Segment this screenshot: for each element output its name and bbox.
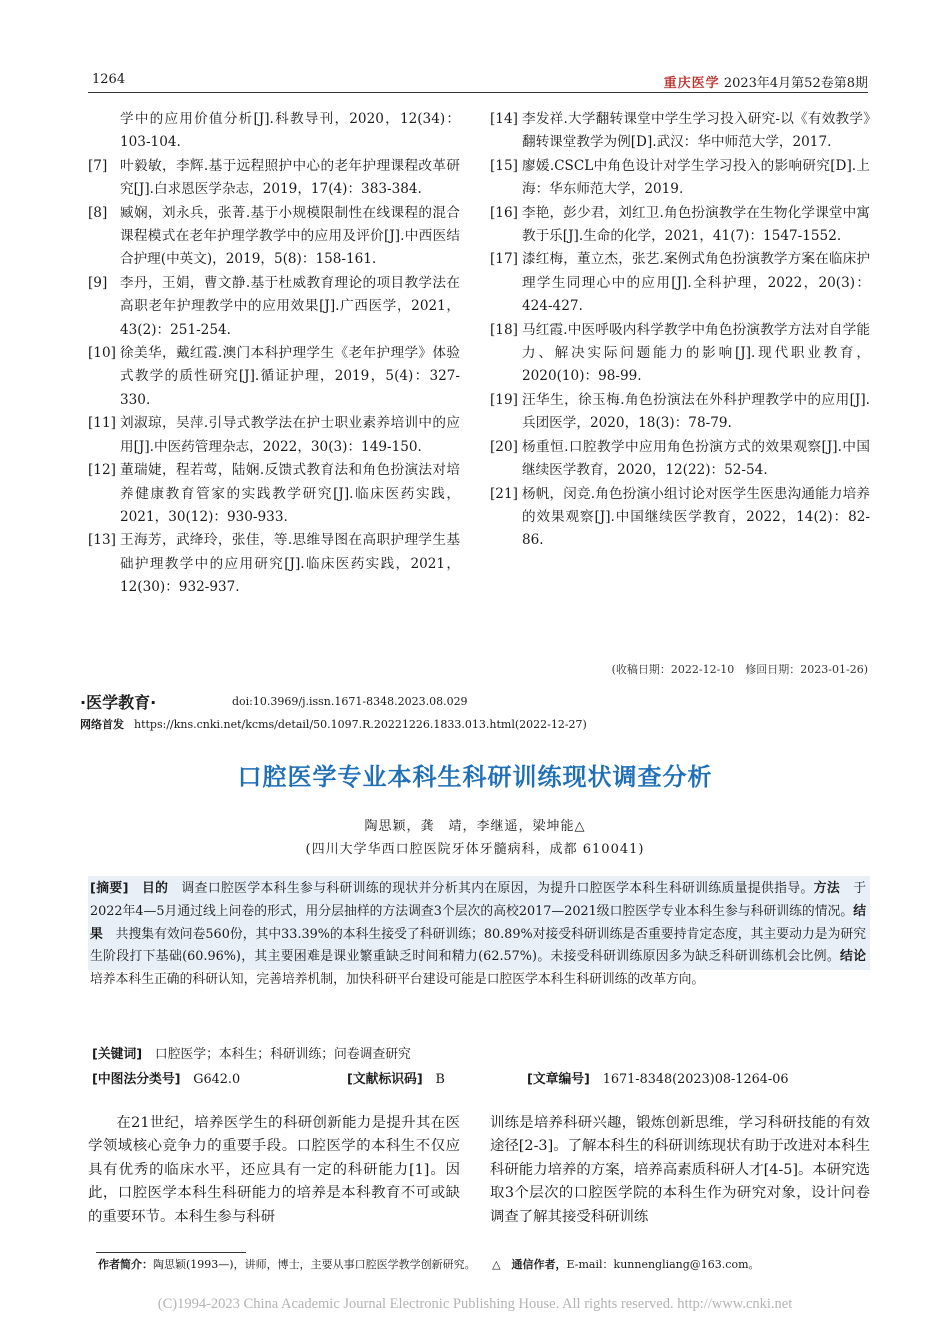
journal-name: 重庆医学 — [663, 76, 720, 91]
corresponding-email: E-mail：kunnengliang@163.com。 — [566, 1258, 760, 1271]
doi: doi:10.3969/j.issn.1671-8348.2023.08.029 — [232, 695, 468, 708]
clc-value: G642.0 — [193, 1072, 241, 1087]
classification-row — [92, 1068, 872, 1087]
reference-item — [490, 436, 870, 483]
reference-number: [11] — [88, 415, 116, 432]
authors: 陶思颖，龚 靖，李继遥，梁坤能△ — [364, 819, 586, 834]
journal-header — [664, 72, 868, 91]
references-right-column — [490, 108, 870, 553]
reference-item — [490, 108, 870, 155]
reference-text: 王海芳，武绛玲，张佳，等.思维导图在高职护理学生基础护理教学中的应用研究[J].临床医药实践，2021，12(30)：932-937. — [120, 532, 460, 596]
reference-number: [21] — [490, 485, 518, 502]
conclusion-label: 结论 — [840, 949, 867, 965]
reference-item — [88, 272, 460, 342]
reference-item — [88, 529, 460, 599]
reference-text: 杨帆，闵竞.角色扮演小组讨论对医学生医患沟通能力培养的效果观察[J].中国继续医学教育，2022，14(2)：82-86. — [522, 485, 870, 549]
author-intro: 陶思颖(1993—)，讲师，博士，主要从事口腔医学教学创新研究。 — [153, 1258, 471, 1271]
reference-item — [490, 202, 870, 249]
online-first-url[interactable]: https://kns.cnki.net/kcms/detail/50.1097.R.20221226.1833.013.html(2022-12-27) — [134, 718, 587, 731]
reference-text: 叶毅敏，李辉.基于远程照护中心的老年护理课程改革研究[J].白求恩医学杂志，2019，17(4)：383-384. — [120, 157, 460, 198]
online-first — [80, 716, 587, 732]
reference-item — [88, 459, 460, 529]
reference-text: 臧娴，刘永兵，张菁.基于小规模限制性在线课程的混合课程模式在老年护理学教学中的应用及评价[J].中西医结合护理(中英文)，2019，5(8)：158-161. — [120, 204, 460, 268]
reference-number: [17] — [490, 251, 518, 268]
copyright-watermark: (C)1994-2023 China Academic Journal Electronic Publishing House. All rights reserved. http://www.cnki.net — [157, 1296, 793, 1312]
reference-number: [9] — [88, 274, 108, 291]
article-title: 口腔医学专业本科生科研训练现状调查分析 — [237, 763, 713, 791]
reference-text: 杨重恒.口腔教学中应用角色扮演方式的效果观察[J].中国继续医学教育，2020，12(22)：52-54. — [522, 438, 870, 479]
reference-item — [88, 155, 460, 202]
reference-text: 董瑞婕，程若莺，陆娴.反馈式教育法和角色扮演法对培养健康教育管家的实践教学研究[J].临床医药实践，2021，30(12)：930-933. — [120, 462, 460, 525]
keywords-text: 口腔医学；本科生；科研训练；问卷调查研究 — [154, 1047, 411, 1062]
article-cell — [527, 1068, 788, 1087]
reference-item — [490, 483, 870, 553]
page-number: 1264 — [92, 72, 126, 87]
footnote-rule — [96, 1252, 246, 1253]
reference-text: 李发祥.大学翻转课堂中学生学习投入研究-以《有效教学》翻转课堂教学为例[D].武汉：华中师范大学，2017. — [522, 111, 870, 151]
result-text: 共搜集有效问卷560份，其中33.39%的本科生接受了科研训练；80.89%对接受科研训练是否重要持肯定态度，其主要动力是为研究生阶段打下基础(60.96%)，其主要困难是课业繁重缺乏时间和精力(62.57%)。未接受科研训练原因多为缺乏科研训练机会比例。 — [90, 926, 867, 965]
reference-number: [13] — [88, 532, 116, 549]
corresponding-label: 通信作者， — [511, 1258, 567, 1271]
reference-text: 徐美华，戴红霞.澳门本科护理学生《老年护理学》体验式教学的质性研究[J].循证护理，2019，5(4)：327-330. — [120, 345, 460, 408]
reference-item — [490, 389, 870, 436]
method-label: 方法 — [813, 881, 841, 896]
reference-number: [8] — [88, 204, 108, 221]
objective-text: 调查口腔医学本科生参与科研训练的现状并分析其内在原因，为提升口腔医学本科生科研训练质量提供指导。 — [181, 881, 814, 896]
reference-number: [19] — [490, 391, 518, 408]
reference-number: [15] — [490, 157, 518, 174]
body-left-text: 在21世纪，培养医学生的科研创新能力是提升其在医学领域核心竞争力的重要手段。口腔医学的本科生不仅应具有优秀的临床水平，还应具有一定的科研能力[1]。因此，口腔医学本科生科研能力的培养是本科教育不可或缺的重要环节。本科生参与科研 — [88, 1115, 460, 1225]
reference-number: [20] — [490, 438, 518, 455]
body-left-column — [88, 1112, 460, 1229]
doc-label: [文献标识码] — [347, 1072, 423, 1087]
reference-item — [88, 342, 460, 412]
reference-text: 廖媛.CSCL中角色设计对学生学习投入的影响研究[D].上海：华东师范大学，2019. — [522, 157, 870, 198]
reference-text: 刘淑琼，吴萍.引导式教学法在护士职业素养培训中的应用[J].中医药管理杂志，2022，30(3)：149-150. — [120, 415, 460, 455]
footnote — [98, 1256, 878, 1272]
reference-number: [7] — [88, 157, 108, 174]
affiliation: (四川大学华西口腔医院牙体牙髓病科，成都 610041) — [305, 842, 645, 857]
reference-number: [18] — [490, 321, 518, 338]
doc-cell — [347, 1068, 527, 1087]
section-tag: ·医学教育· — [80, 693, 157, 712]
reference-text: 李丹，王娟，曹文静.基于杜威教育理论的项目教学法在高职老年护理教学中的应用效果[J].广西医学，2021，43(2)：251-254. — [120, 274, 460, 338]
conclusion-text: 培养本科生正确的科研认知，完善培养机制，加快科研平台建设可能是口腔医学本科生科研训练的改革方向。 — [90, 972, 705, 988]
header-rule — [88, 92, 868, 93]
reference-text: 漆红梅，董立杰，张艺.案例式角色扮演教学方案在临床护理学生同理心中的应用[J].全科护理，2022，20(3)：424-427. — [522, 251, 870, 315]
result-label: 结果 — [90, 903, 866, 942]
author-intro-label: 作者简介： — [98, 1258, 153, 1271]
reference-number: [12] — [88, 462, 116, 479]
corresponding-mark: △ — [492, 1258, 501, 1271]
keywords-label: [关键词] — [92, 1047, 143, 1062]
abstract — [90, 878, 866, 992]
reference-item — [88, 108, 460, 155]
article-value: 1671-8348(2023)08-1264-06 — [602, 1072, 789, 1087]
clc-label: [中图法分类号] — [92, 1072, 181, 1087]
reference-number: [14] — [490, 111, 518, 127]
references-left-column — [88, 108, 460, 600]
keywords — [92, 1043, 411, 1062]
objective-label: 目的 — [141, 881, 169, 896]
reference-item — [490, 155, 870, 202]
received-dates: (收稿日期：2022-12-10 修回日期：2023-01-26) — [611, 663, 868, 676]
reference-item — [88, 412, 460, 459]
clc-cell — [92, 1068, 347, 1087]
reference-number: [10] — [88, 345, 116, 362]
article-label: [文章编号] — [527, 1072, 590, 1087]
reference-item — [490, 319, 870, 389]
reference-item — [88, 202, 460, 272]
body-right-column — [490, 1112, 870, 1229]
reference-text: 汪华生，徐玉梅.角色扮演法在外科护理教学中的应用[J].兵团医学，2020，18(3)：78-79. — [522, 391, 870, 432]
doc-value: B — [435, 1072, 445, 1087]
method-text: 于2022年4—5月通过线上问卷的形式，用分层抽样的方法调查3个层次的高校2017—2021级口腔医学专业本科生参与科研训练的情况。 — [90, 881, 867, 919]
online-first-label: 网络首发 — [80, 718, 124, 731]
reference-text: 马红霞.中医呼吸内科学教学中角色扮演教学方法对自学能力、解决实际问题能力的影响[J].现代职业教育，2020(10)：98-99. — [522, 321, 870, 385]
reference-item — [490, 248, 870, 318]
reference-text: 学中的应用价值分析[J].科教导刊，2020，12(34)：103-104. — [120, 111, 460, 151]
body-right-text: 训练是培养科研兴趣，锻炼创新思维，学习科研技能的有效途径[2-3]。了解本科生的科研训练现状有助于改进对本科生科研能力培养的方案，培养高素质科研人才[4-5]。本研究选取3个层次的口腔医学院的本科生作为研究对象，设计问卷调查了解其接受科研训练 — [490, 1115, 870, 1225]
reference-text: 李艳，彭少君，刘红卫.角色扮演教学在生物化学课堂中寓教于乐[J].生命的化学，2021，41(7)：1547-1552. — [522, 204, 870, 245]
journal-issue: 2023年4月第52卷第8期 — [723, 76, 868, 91]
abstract-label: [摘要] — [90, 881, 129, 896]
reference-number: [16] — [490, 204, 518, 221]
